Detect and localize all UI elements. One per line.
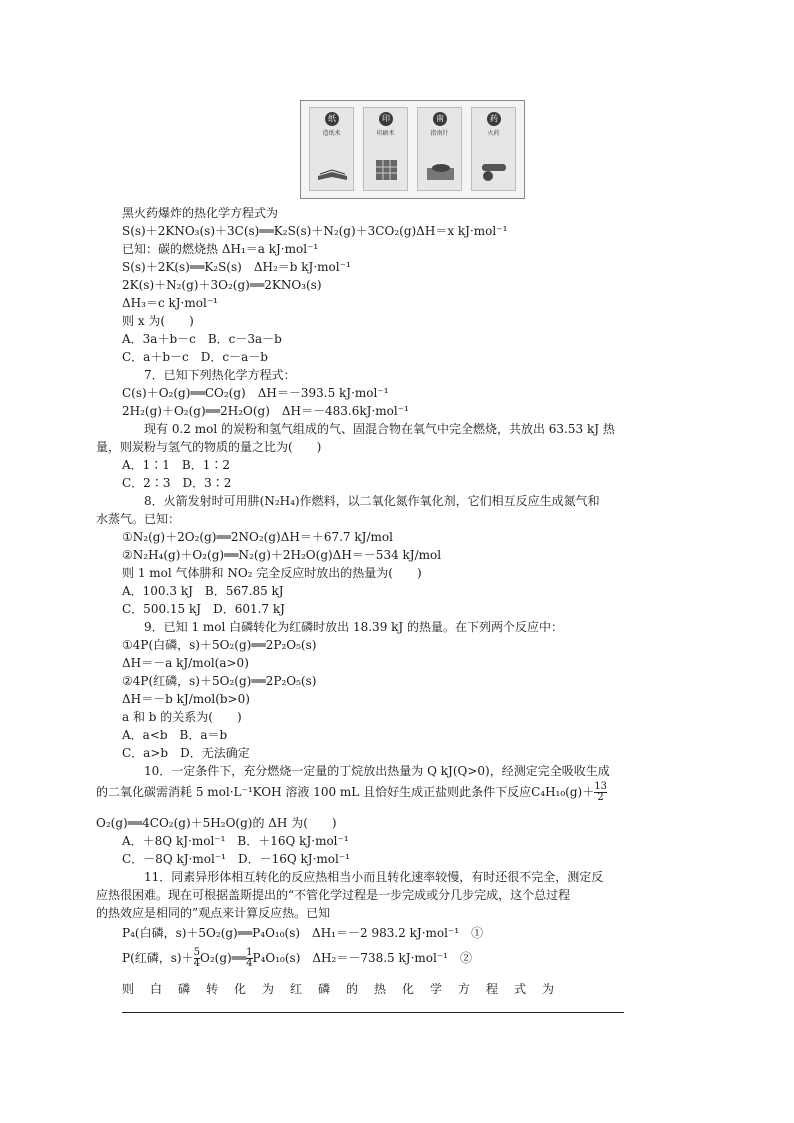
text-line: 现有 0.2 mol 的炭粉和氢气组成的气、固混合物在氧气中完全燃烧，共放出 63.53 kJ 热 [144,422,615,436]
text-line: A．100.3 kJ B．567.85 kJ [122,584,284,598]
answer-line [122,1012,624,1013]
fraction-denominator: 4 [246,958,253,969]
fraction [594,782,607,803]
text-line [96,782,607,803]
text-line: A．a<b B．a＝b [122,728,228,742]
question-9-stem: 9．已知 1 mol 白磷转化为红磷时放出 18.39 kJ 的热量。在下列两个反应中： [144,620,564,634]
text-line: ΔH＝－a kJ/mol(a>0) [122,656,249,670]
question-8-stem: 8．火箭发射时可用肼(N₂H₄)作燃料，以二氧化氮作氧化剂，它们相互反应生成氮气和 [144,494,600,508]
invention-badge: 纸 [325,112,339,126]
invention-badge: 印 [379,112,393,126]
text-line: 则 1 mol 气体肼和 NO₂ 完全反应时放出的热量为( ) [122,566,422,580]
fraction-denominator: 2 [594,792,607,803]
invention-badge: 南 [433,112,447,126]
text-line: S(s)＋2K(s)══K₂S(s) ΔH₂＝b kJ·mol⁻¹ [122,260,351,274]
text-line: C．2∶3 D．3∶2 [122,476,232,490]
text-line: A．1∶1 B．1∶2 [122,458,231,472]
invention-badge: 药 [487,112,501,126]
cannon-icon [478,154,511,184]
text-line: P₄(白磷，s)＋5O₂(g)══P₄O₁₀(s) ΔH₁＝－2 983.2 kJ·mol⁻¹ ① [122,926,484,940]
text-line: 应热很困难。现在可根据盖斯提出的“不管化学过程是一步完成或分几步完成，这个总过程 [96,888,571,902]
text-line: C．a＋b－c D．c－a－b [122,350,268,364]
text-line: 2H₂(g)＋O₂(g)══2H₂O(g) ΔH＝－483.6kJ·mol⁻¹ [122,404,409,418]
question-10-stem: 10．一定条件下，充分燃烧一定量的丁烷放出热量为 Q kJ(Q>0)，经测定完全吸收生成 [144,764,610,778]
four-inventions-image [300,100,525,199]
text-line: A．＋8Q kJ·mol⁻¹ B．＋16Q kJ·mol⁻¹ [122,834,349,848]
fraction-numerator: 5 [193,947,200,958]
text-line: 的热效应是相同的”观点来计算反应热。已知 [96,906,331,920]
invention-caption: 指南针 [430,130,449,137]
text-segment: 的二氧化碳需消耗 5 mol·L⁻¹KOH 溶液 100 mL 且恰好生成正盐则此条件下反应C₄H₁₀(g)＋ [96,785,595,799]
text-segment: P₄O₁₀(s) ΔH₂＝－738.5 kJ·mol⁻¹ ② [252,951,472,965]
invention-card-compass [417,107,462,191]
type-block-icon [370,154,403,184]
text-line [122,948,472,969]
text-line: 量，则炭粉与氢气的物质的量之比为( ) [96,440,322,454]
text-line: ②N₂H₄(g)＋O₂(g)══N₂(g)＋2H₂O(g)ΔH＝－534 kJ/mol [122,548,442,562]
fraction-numerator: 13 [594,781,607,792]
text-line: O₂(g)══4CO₂(g)＋5H₂O(g)的 ΔH 为( ) [96,816,337,830]
book-icon [316,154,349,184]
invention-card-gunpowder [471,107,516,191]
text-line: 黑火药爆炸的热化学方程式为 [122,206,279,220]
text-line: C．－8Q kJ·mol⁻¹ D．－16Q kJ·mol⁻¹ [122,852,350,866]
text-line: A．3a＋b－c B．c－3a－b [122,332,282,346]
question-11-stem: 11．同素异形体相互转化的反应热相当小而且转化速率较慢，有时还很不完全，测定反 [144,870,604,884]
text-line: C．a>b D．无法确定 [122,746,250,760]
fraction-denominator: 4 [193,958,200,969]
invention-caption: 火药 [487,130,500,137]
question-7-stem: 7．已知下列热化学方程式： [144,368,296,382]
fraction-numerator: 1 [246,947,253,958]
text-line: 水蒸气。已知： [96,512,181,526]
text-line: ②4P(红磷，s)＋5O₂(g)══2P₂O₅(s) [122,674,317,688]
text-segment: O₂(g)══ [199,951,247,965]
text-line: 已知：碳的燃烧热 ΔH₁＝a kJ·mol⁻¹ [122,242,319,256]
invention-card-paper [309,107,354,191]
invention-caption: 造纸术 [322,130,341,137]
text-line: 2K(s)＋N₂(g)＋3O₂(g)══2KNO₃(s) [122,278,322,292]
invention-caption: 印刷术 [376,130,395,137]
text-line: S(s)＋2KNO₃(s)＋3C(s)══K₂S(s)＋N₂(g)＋3CO₂(g)ΔH＝x kJ·mol⁻¹ [122,224,508,238]
text-line: C(s)＋O₂(g)══CO₂(g) ΔH＝－393.5 kJ·mol⁻¹ [122,386,389,400]
text-line: 则 x 为( ) [122,314,194,328]
compass-icon [424,154,457,184]
text-line: 则 白 磷 转 化 为 红 磷 的 热 化 学 方 程 式 为 [122,982,557,996]
text-line: ①4P(白磷，s)＋5O₂(g)══2P₂O₅(s) [122,638,317,652]
text-line: ΔH₃＝c kJ·mol⁻¹ [122,296,218,310]
text-line: ①N₂(g)＋2O₂(g)══2NO₂(g)ΔH＝＋67.7 kJ/mol [122,530,393,544]
text-segment: P(红磷，s)＋ [122,951,194,965]
text-line: C．500.15 kJ D．601.7 kJ [122,602,285,616]
text-line: a 和 b 的关系为( ) [122,710,242,724]
invention-card-printing [363,107,408,191]
text-line: ΔH＝－b kJ/mol(b>0) [122,692,250,706]
